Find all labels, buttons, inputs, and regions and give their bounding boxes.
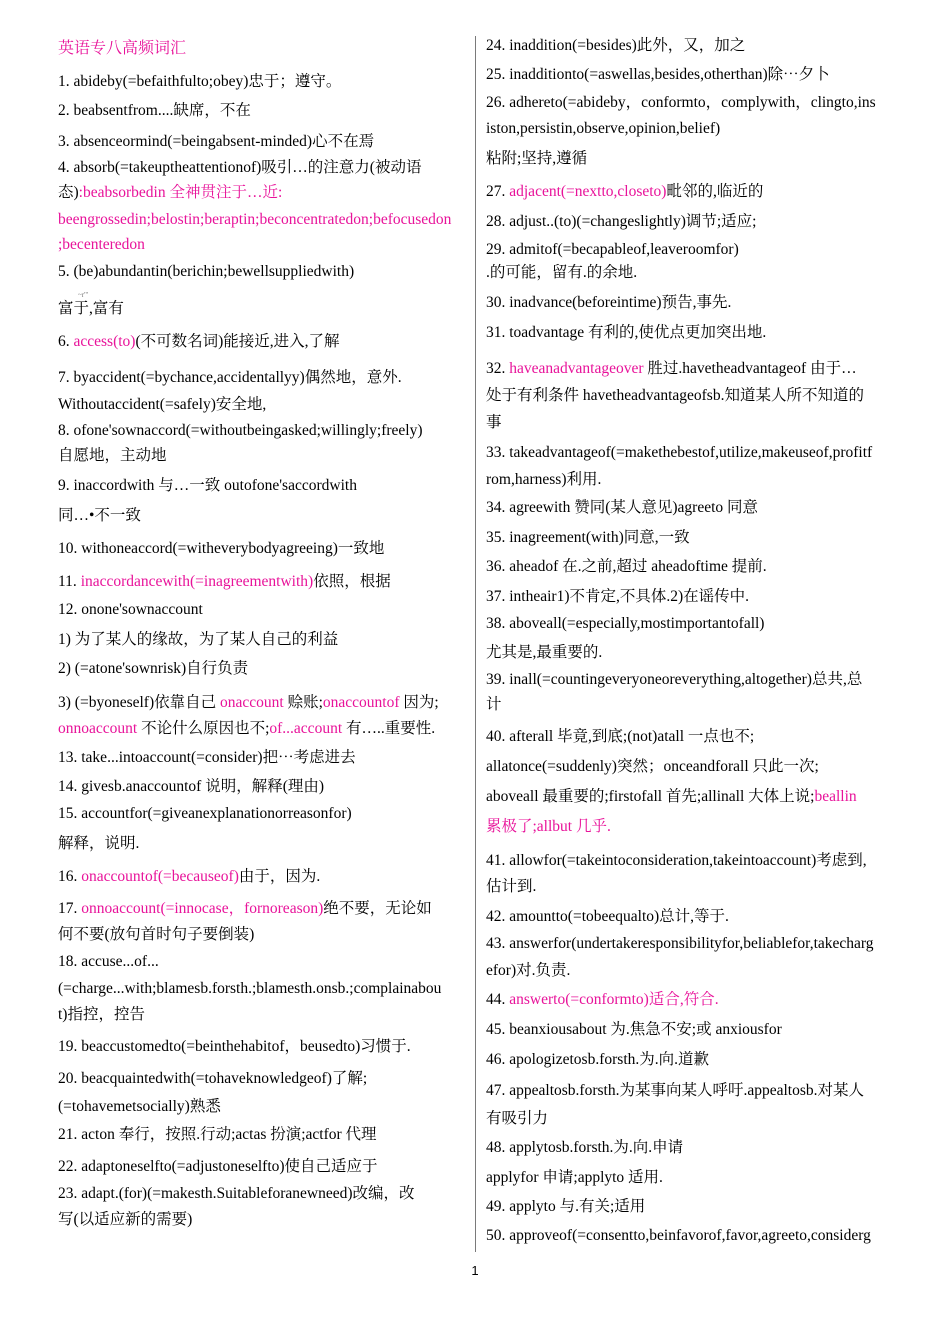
- left-line: [58, 720, 435, 738]
- highlighted-phrase: beengrossedin;belostin;beraptin;beconcentratedon;befocusedon: [58, 211, 452, 228]
- left-line: [58, 422, 423, 440]
- line-text: 43. answerfor(undertakeresponsibilityfor,beliablefor,takecharg: [486, 935, 874, 952]
- line-text: 27.: [486, 183, 510, 200]
- left-line: [58, 835, 139, 853]
- highlighted-phrase: onaccountof(=becauseof): [81, 868, 239, 885]
- scan-mark: ~r'": [78, 291, 89, 299]
- line-text: 写(以适应新的需要): [58, 1211, 193, 1228]
- line-text: 不论什么原因也不;: [137, 720, 270, 737]
- line-text: 依照，根据: [313, 573, 391, 590]
- line-text: 21. acton 奉行，按照.行动;actas 扮演;actfor 代理: [58, 1126, 377, 1143]
- line-text: 富于,富有: [58, 300, 124, 317]
- column-divider: [475, 36, 476, 1252]
- left-line: [58, 601, 203, 619]
- line-text: 估计到.: [486, 878, 537, 895]
- line-text: 45. beanxiousabout 为.焦急不安;或 anxiousfor: [486, 1021, 782, 1038]
- line-text: 23. adapt.(for)(=makesth.Suitableforanewneed)改编，改: [58, 1185, 415, 1202]
- line-text: 胜过.havetheadvantageof 由于…: [643, 360, 857, 377]
- line-text: .的可能，留有.的余地.: [486, 264, 638, 281]
- left-line: [58, 1211, 192, 1229]
- left-line: [58, 211, 451, 229]
- left-line: [58, 1098, 221, 1116]
- line-text: 3) (=byoneself)依靠自己: [58, 694, 220, 711]
- right-line: [486, 1021, 782, 1039]
- line-text: 48. applytosb.forsth.为.向.申请: [486, 1139, 684, 1156]
- left-line: [58, 263, 354, 281]
- left-line: [58, 900, 432, 918]
- line-text: 1. abideby(=befaithfulto;obey)忠于；遵守。: [58, 73, 342, 90]
- highlighted-phrase: of...account: [269, 720, 343, 737]
- highlighted-phrase: beallin: [814, 788, 857, 805]
- line-text: 由于，因为.: [238, 868, 321, 885]
- line-text: 14. givesb.anaccountof 说明，解释(理由): [58, 778, 325, 795]
- left-line: [58, 631, 338, 649]
- line-text: t)指控，控告: [58, 1006, 145, 1023]
- line-text: 1) 为了某人的缘故，为了某人自己的利益: [58, 631, 339, 648]
- right-line: [486, 499, 758, 517]
- right-line: [486, 444, 872, 462]
- line-text: 7. byaccident(=bychance,accidentallyy)偶然地，意外.: [58, 369, 402, 386]
- right-line: [486, 758, 819, 776]
- line-text: applyfor 申请;applyto 适用.: [486, 1169, 663, 1186]
- line-text: 34. agreewith 赞同(某人意见)agreeto 同意: [486, 499, 759, 516]
- line-text: 2. beabsentfrom....缺席，不在: [58, 102, 251, 119]
- left-line: [58, 159, 421, 177]
- right-line: [486, 558, 767, 576]
- line-text: 计: [486, 696, 502, 713]
- right-line: [486, 471, 601, 489]
- line-text: 态): [58, 184, 79, 201]
- right-line: [486, 671, 862, 689]
- right-line: [486, 324, 766, 342]
- right-line: [486, 908, 729, 926]
- line-text: 有吸引力: [486, 1110, 549, 1127]
- left-line: [58, 236, 145, 254]
- right-line: [486, 529, 690, 547]
- line-text: 50. approveof(=consentto,beinfavorof,favor,agreeto,considerg: [486, 1227, 871, 1244]
- left-line: [58, 660, 248, 678]
- line-text: 处于有利条件 havetheadvantageofsb.知道某人所不知道的: [486, 387, 864, 404]
- line-text: 绝不要，无论如: [323, 900, 432, 917]
- line-text: 20. beacquaintedwith(=tohaveknowledgeof)了解;: [58, 1070, 368, 1087]
- highlighted-phrase: adjacent(=nextto,closeto): [509, 183, 667, 200]
- line-text: 40. afterall 毕竟,到底;(not)atall 一点也不;: [486, 728, 755, 745]
- left-line: [58, 507, 141, 525]
- left-line: [58, 477, 357, 495]
- highlighted-phrase: onaccount: [220, 694, 284, 711]
- line-text: 何不要(放句首时句子要倒装): [58, 926, 255, 943]
- left-line: [58, 805, 352, 823]
- line-text: 47. appealtosb.forsth.为某事向某人呼吁.appealtosb.对某人: [486, 1082, 864, 1099]
- line-text: 19. beaccustomedto(=beinthehabitof，beusedto)习惯于.: [58, 1038, 411, 1055]
- line-text: 38. aboveall(=especially,mostimportantofall): [486, 615, 765, 632]
- left-line: [58, 133, 374, 151]
- right-line: [486, 588, 749, 606]
- highlighted-phrase: access(to): [73, 333, 136, 350]
- highlighted-phrase: 累极了;allbut 几乎.: [486, 818, 611, 835]
- line-text: 26. adhereto(=abideby，conformto，complywith，clingto,ins: [486, 94, 876, 111]
- left-line: [58, 1185, 415, 1203]
- right-line: [486, 264, 637, 282]
- left-line: [58, 1038, 411, 1056]
- highlighted-phrase: ;becenteredon: [58, 236, 145, 253]
- highlighted-phrase: inaccordancewith(=inagreementwith): [80, 573, 314, 590]
- line-text: efor)对.负责.: [486, 962, 571, 979]
- right-line: [486, 1169, 663, 1187]
- line-text: 因为;: [399, 694, 439, 711]
- line-text: 49. applyto 与.有关;适用: [486, 1198, 646, 1215]
- line-text: 35. inagreement(with)同意,一致: [486, 529, 690, 546]
- left-line: [58, 868, 320, 886]
- line-text: 11.: [58, 573, 81, 590]
- line-text: 22. adaptoneselfto(=adjustoneselfto)使自己适应于: [58, 1158, 378, 1175]
- line-text: 30. inadvance(beforeintime)预告,事先.: [486, 294, 732, 311]
- left-line: [58, 1006, 145, 1024]
- left-line: [58, 73, 341, 91]
- right-line: [486, 1110, 548, 1128]
- highlighted-phrase: 英语专八高频词汇: [58, 40, 187, 57]
- line-text: 41. allowfor(=takeintoconsideration,takeintoaccount)考虑到,: [486, 852, 867, 869]
- line-text: 赊账;: [283, 694, 323, 711]
- page-title: [58, 40, 186, 58]
- line-text: aboveall 最重要的;firstofall 首先;allinall 大体上说;: [486, 788, 815, 805]
- right-line: [486, 644, 602, 662]
- right-line: [486, 696, 502, 714]
- line-text: 42. amountto(=tobeequalto)总计,等于.: [486, 908, 729, 925]
- right-line: [486, 360, 857, 378]
- line-text: 8. ofone'sownaccord(=withoutbeingasked;willingly;freely): [58, 422, 423, 439]
- left-line: [58, 102, 251, 120]
- right-line: [486, 414, 502, 432]
- line-text: 粘附;坚持,遵循: [486, 150, 588, 167]
- line-text: 29. admitof(=becapableof,leaveroomfor): [486, 241, 739, 258]
- left-line: [58, 396, 266, 414]
- left-line: [58, 300, 124, 318]
- line-text: 44.: [486, 991, 510, 1008]
- right-line: [486, 1198, 645, 1216]
- left-line: [58, 749, 356, 767]
- line-text: 24. inaddition(=besides)此外，又，加之: [486, 37, 746, 54]
- right-line: [486, 94, 876, 112]
- line-text: Withoutaccident(=safely)安全地,: [58, 396, 267, 413]
- right-line: [486, 241, 739, 259]
- right-line: [486, 1139, 683, 1157]
- left-line: [58, 1126, 377, 1144]
- line-text: 32.: [486, 360, 510, 377]
- line-text: 17.: [58, 900, 82, 917]
- line-text: 同…•不一致: [58, 507, 141, 524]
- right-line: [486, 1051, 709, 1069]
- right-line: [486, 935, 874, 953]
- line-text: 31. toadvantage 有利的,使优点更加突出地.: [486, 324, 767, 341]
- right-line: [486, 183, 763, 201]
- line-text: 2) (=atone'sownrisk)自行负责: [58, 660, 249, 677]
- right-line: [486, 962, 570, 980]
- line-text: 28. adjust..(to)(=changeslightly)调节;适应;: [486, 213, 757, 230]
- line-text: 33. takeadvantageof(=makethebestof,utilize,makeuseof,profitf: [486, 444, 873, 461]
- line-text: 36. aheadof 在.之前,超过 aheadoftime 提前.: [486, 558, 767, 575]
- right-line: [486, 1082, 864, 1100]
- left-line: [58, 540, 384, 558]
- line-text: 15. accountfor(=giveanexplanationorreasonfor): [58, 805, 352, 822]
- line-text: (=tohavemetsocially)熟悉: [58, 1098, 221, 1115]
- right-line: [486, 1227, 871, 1245]
- line-text: 有…..重要性.: [342, 720, 436, 737]
- line-text: 解释，说明.: [58, 835, 140, 852]
- highlighted-phrase: onnoaccount: [58, 720, 138, 737]
- left-line: [58, 1070, 367, 1088]
- right-line: [486, 213, 756, 231]
- left-line: [58, 694, 439, 712]
- line-text: 16.: [58, 868, 82, 885]
- highlighted-phrase: onnoaccount(=innocase，fornoreason): [81, 900, 324, 917]
- line-text: 37. intheair1)不肯定,不具体.2)在谣传中.: [486, 588, 750, 605]
- line-text: 39. inall(=countingeveryoneoreverything,altogether)总共,总: [486, 671, 863, 688]
- right-line: [486, 150, 587, 168]
- highlighted-phrase: onaccountof: [322, 694, 400, 711]
- highlighted-phrase: :beabsorbedin 全神贯注于…近:: [78, 184, 283, 201]
- line-text: iston,persistin,observe,opinion,belief): [486, 120, 721, 137]
- right-line: [486, 66, 830, 84]
- line-text: 46. apologizetosb.forsth.为.向.道歉: [486, 1051, 710, 1068]
- right-line: [486, 788, 857, 806]
- line-text: 13. take...intoaccount(=consider)把⋯考虑进去: [58, 749, 356, 766]
- left-line: [58, 573, 391, 591]
- left-line: [58, 980, 441, 998]
- right-line: [486, 387, 864, 405]
- left-line: [58, 184, 282, 202]
- line-text: 10. withoneaccord(=witheverybodyagreeing)一致地: [58, 540, 385, 557]
- left-line: [58, 778, 324, 796]
- line-text: (不可数名词)能接近,进入,了解: [135, 333, 340, 350]
- right-line: [486, 991, 719, 1009]
- right-line: [486, 615, 764, 633]
- left-line: [58, 953, 159, 971]
- left-line: [58, 369, 402, 387]
- line-text: (=charge...with;blamesb.forsth.;blamesth.onsb.;complainabou: [58, 980, 442, 997]
- line-text: 毗邻的,临近的: [666, 183, 764, 200]
- left-line: [58, 447, 167, 465]
- line-text: 事: [486, 414, 502, 431]
- line-text: 18. accuse...of...: [58, 953, 159, 970]
- left-line: [58, 1158, 378, 1176]
- right-line: [486, 120, 720, 138]
- line-text: 自愿地，主动地: [58, 447, 167, 464]
- line-text: 尤其是,最重要的.: [486, 644, 603, 661]
- right-line: [486, 878, 536, 896]
- highlighted-phrase: answerto(=conformto)适合,符合.: [509, 991, 719, 1008]
- left-line: [58, 333, 340, 351]
- highlighted-phrase: haveanadvantageover: [509, 360, 644, 377]
- line-text: 25. inadditionto(=aswellas,besides,otherthan)除⋯夕卜: [486, 66, 830, 83]
- line-text: allatonce(=suddenly)突然；onceandforall 只此一次;: [486, 758, 819, 775]
- line-text: 5. (be)abundantin(berichin;bewellsuppliedwith): [58, 263, 355, 280]
- line-text: 12. onone'sownaccount: [58, 601, 203, 618]
- line-text: rom,harness)利用.: [486, 471, 602, 488]
- line-text: 3. absenceormind(=beingabsent-minded)心不在焉: [58, 133, 375, 150]
- right-line: [486, 37, 745, 55]
- right-line: [486, 294, 731, 312]
- line-text: 4. absorb(=takeuptheattentionof)吸引…的注意力(被动语: [58, 159, 422, 176]
- line-text: 9. inaccordwith 与…一致 outofone'saccordwith: [58, 477, 357, 494]
- left-line: [58, 926, 254, 944]
- line-text: 6.: [58, 333, 74, 350]
- right-line: [486, 852, 867, 870]
- right-line: [486, 818, 611, 836]
- page-number: 1: [471, 1263, 479, 1278]
- right-line: [486, 728, 754, 746]
